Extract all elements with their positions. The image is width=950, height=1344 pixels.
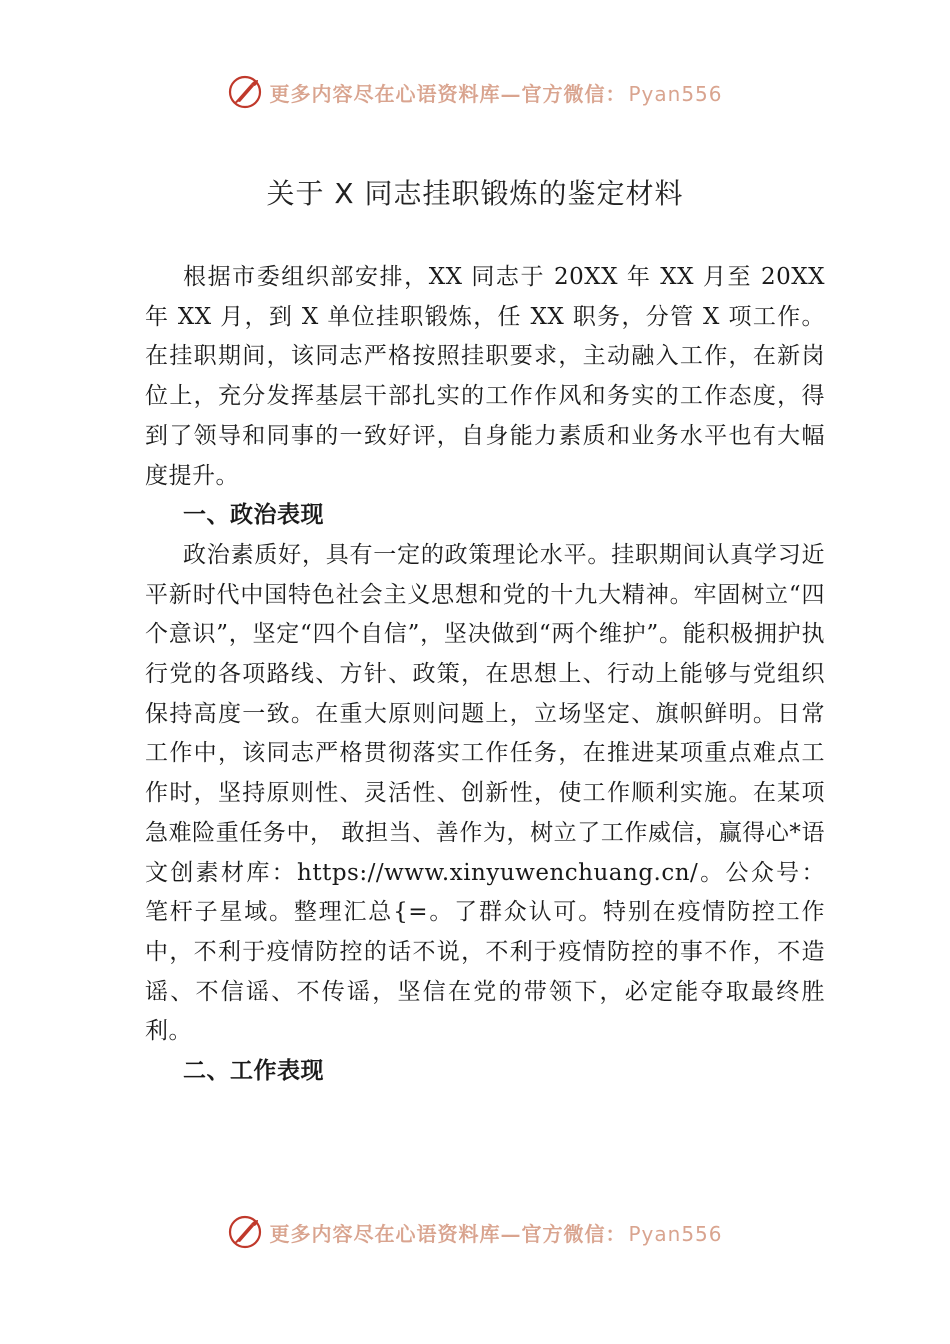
document-title: 关于 X 同志挂职锻炼的鉴定材料: [266, 177, 684, 210]
wechat-id: Pyan556: [628, 81, 723, 106]
section-heading-work: 二、工作表现: [183, 1058, 324, 1085]
political-paragraph: 政治素质好，具有一定的政策理论水平。挂职期间认真学习近平新时代中国特色社会主义思想和党的十九大精神。牢固树立“四个意识”，坚定“四个自信”，坚决做到“两个维护”。能积极拥护执行党的各项路线、方针、政策，在思想上、行动上能够与党组织保持高度一致。在重大原则问题上，立场坚定、旗帜鲜明。日常工作中，该同志严格贯彻落实工作任务，在推进某项重点难点工作时，坚持原则性、灵活性、创新性，使工作顺利实施。在某项急难险重任务中， 敢担当、善作为，树立了工作威信，赢得心*语文创素材库：https://www.xinyuwenchuang.cn/。公众号：笔杆子星域。整理汇总{=。了群众认可。特别在疫情防控工作中，不利于疫情防控的话不说，不利于疫情防控的事不作，不造谣、不信谣、不传谣，坚信在党的带领下，必定能夺取最终胜利。: [145, 541, 825, 1045]
banner-text: 更多内容尽在心语资料库—官方微信： Pyan556: [269, 81, 723, 106]
banner-text: 更多内容尽在心语资料库—官方微信： Pyan556: [269, 1221, 723, 1246]
section-heading-political: 一、政治表现: [183, 502, 324, 529]
header-watermark-banner: [0, 70, 950, 114]
footer-watermark-banner: [0, 1210, 950, 1254]
wechat-id: Pyan556: [628, 1221, 723, 1246]
quill-pen-logo-icon: [227, 1214, 263, 1250]
document-body: [145, 258, 825, 1092]
intro-paragraph: 根据市委组织部安排，XX 同志于 20XX 年 XX 月至 20XX 年 XX 月，到 X 单位挂职锻炼，任 XX 职务，分管 X 项工作。在挂职期间，该同志严格按照挂职要求，主动融入工作，在新岗位上，充分发挥基层干部扎实的工作作风和务实的工作态度，得到了领导和同事的一致好评，自身能力素质和业务水平也有大幅度提升。: [145, 264, 825, 489]
quill-pen-logo-icon: [227, 74, 263, 110]
